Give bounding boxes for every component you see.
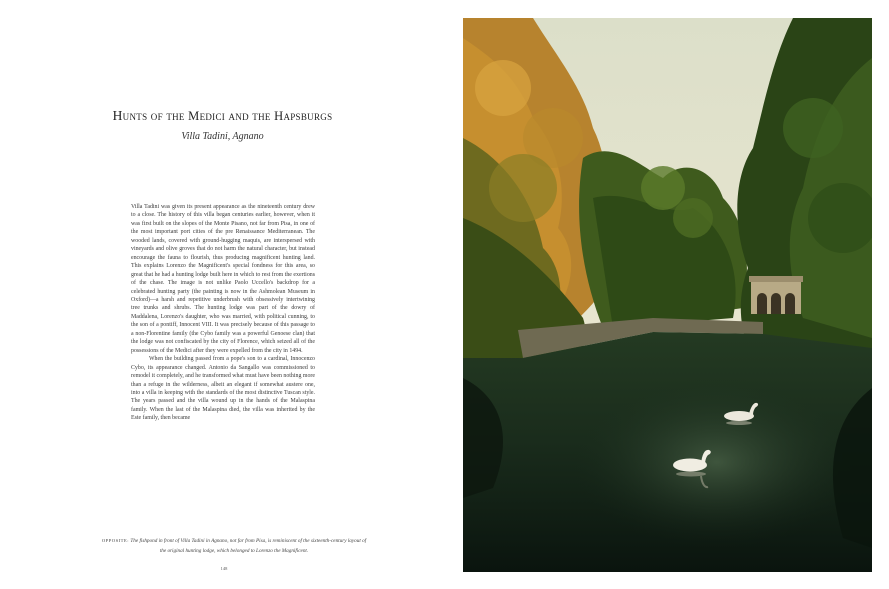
body-paragraph-2: When the building passed from a pope's son to a cardinal, Innocenzo Cybo, its appearance changed. Antonio da Sangallo was commissioned to remodel it completely, and he transformed what must have been nothing more than a refuge in the wilderness, albeit an elegant if somewhat austere one, into a villa in keeping with the standards of the most distinctive Tuscan style. The years passed and the villa wound up in the hands of the Malaspina family. When the last of the Malaspina died, the villa was inherited by the Este family, then became: [131, 356, 315, 422]
page-title: [100, 108, 345, 124]
body-paragraph-1: Villa Tadini was given its present appearance as the nineteenth century drew to a close. The history of this villa began centuries earlier, however, when it was first built on the slopes of the Monte Pisano, not far from Pisa, in one of the most important port cities of the pre Renaissance Mediterranean. The wooded lands, covered with ground-hugging maquis, are interspersed with vineyards and olive groves that do not harm the natural character, but instead encourage the fauna to flourish, thus producing magnificent hunting land. This explains Lorenzo the Magnificent's special fondness for this area, so great that he had a hunting lodge built here in which to rest from the exertions of the chase. The image is not unlike Paolo Uccello's backdrop for a celebrated hunting party (the painting is now in the Ashmolean Museum in Oxford)—a harsh and repetitive underbrush with obsessively intertwining tree trunks and shrubs. The hunting lodge was part of the dowry of Maddalena, Lorenzo's daughter, who was married, with political cunning, to the son of a pontiff, Innocent VIII. It was precisely because of this passage to a non-Florentine family (the Cybo family was a powerful Genoese clan) that the lodge was not confiscated by the city of Florence, which seized all of the possessions of the Medici after they were expelled from the city in 1494.: [131, 204, 315, 354]
fishpond-illustration: [463, 18, 872, 572]
caption-lead: OPPOSITE:: [101, 538, 130, 543]
fishpond-photo: [463, 18, 872, 572]
photo-caption: [100, 536, 368, 556]
water-reflection-glow: [463, 328, 872, 572]
caption-text: The fishpond in front of Villa Tadini in Agnano, not far from Pisa, is reminiscent of the sixteenth-century layout of the original hunting lodge, which belonged to Lorenzo the Magnificent.: [130, 538, 367, 554]
body-text: [131, 203, 315, 423]
title-rest: unts of the Medici and the Hapsburgs: [122, 109, 333, 123]
villa-loggia: [749, 276, 803, 314]
page-number: 148: [220, 566, 228, 571]
page-subtitle: Villa Tadini, Agnano: [181, 131, 264, 142]
title-initial: H: [112, 108, 123, 123]
